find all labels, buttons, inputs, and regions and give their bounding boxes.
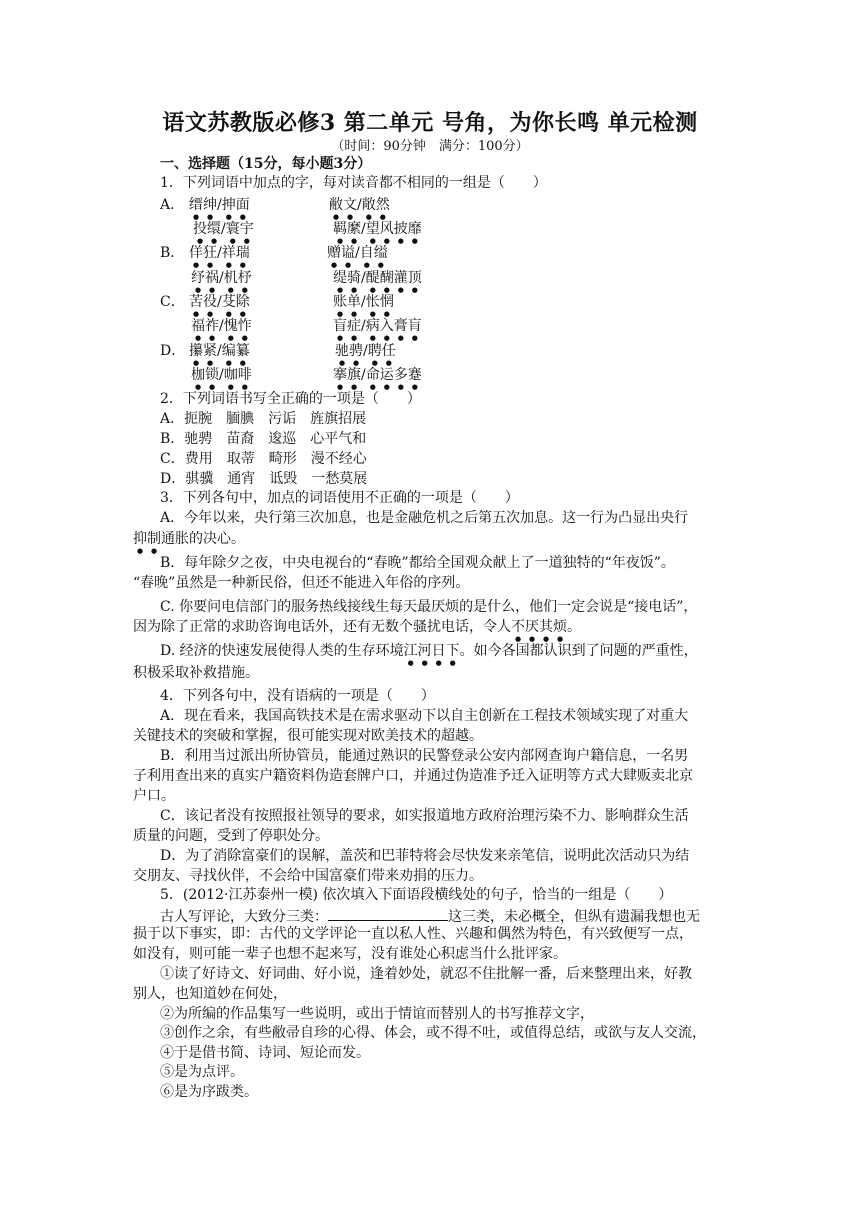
q2-option-c: C．费用 取蒂 畸形 漫不经心: [160, 451, 367, 467]
q4-option-b-line3: 户口。: [133, 788, 175, 804]
q1-option-b-pair4: 缇骑/醍醐灌顶: [333, 270, 422, 286]
q5-sentence-1-line2: 别人，也知道妙在何处，: [133, 986, 287, 1002]
q1-option-b-pair2: 赠谥/自缢: [327, 245, 388, 261]
exam-info: （时间：90分钟 满分：100分）: [331, 139, 529, 154]
q4-option-a-line1: A．现在看来，我国高铁技术是在需求驱动下以自主创新在工程技术领域实现了对重大: [160, 708, 689, 724]
q1-option-d-pair1: 攥紧/编纂: [189, 343, 250, 359]
q5-passage-line1: 古人写评论，大致分三类： 这三类，未必概全，但纵有遗漏我想也无: [160, 909, 700, 925]
q5-sentence-6: ⑥是为序跋类。: [160, 1084, 258, 1100]
q3-option-a-line1: A．今年以来，央行第三次加息，也是金融危机之后第五次加息。这一行为凸显出央行: [160, 510, 689, 526]
q1-option-b-label: B．: [160, 245, 185, 261]
q4-option-b-line2: 子利用查出来的真实户籍资料伪造套牌户口，并通过伪造准予迁入证明等方式大肆贩卖北京: [133, 768, 693, 784]
q4-option-d-line2: 交朋友、寻找伙伴，不会给中国富豪们带来劝捐的压力。: [133, 868, 483, 884]
q1-option-b-pair1: 佯狂/祥瑞: [189, 245, 250, 261]
q2-option-a: A．扼腕 腼腆 污诟 旌旗招展: [160, 411, 367, 427]
q1-option-a-pair2: 敝文/敞然: [329, 197, 390, 213]
q1-option-a-pair1: 缙绅/抻面: [189, 197, 250, 213]
section-heading: 一、选择题（15分，每小题3分）: [160, 156, 372, 172]
q1-option-c-label: C．: [160, 294, 185, 310]
question-1-stem: 1．下列词语中加点的字，每对读音都不相同的一组是（ ）: [160, 175, 547, 191]
q4-option-c-line1: C．该记者没有按照报社领导的要求，如实报道地方政府治理污染不力、影响群众生活: [160, 808, 689, 824]
q1-option-d-pair4: 搴旗/命运多蹇: [333, 367, 422, 383]
q1-option-c-pair2: 账单/怅惘: [333, 294, 394, 310]
q1-option-c-pair4: 盲症/病入膏肓: [333, 318, 422, 334]
q1-option-a-label: A．: [160, 197, 185, 213]
q4-option-c-line2: 质量的问题，受到了停职处分。: [133, 828, 329, 844]
q3-option-d-line1: D. 经济的快速发展使得人类的生存环境江河日下。如今各国都认识到了问题的严重性，: [160, 643, 698, 659]
q4-option-a-line2: 关键技术的突破和掌握，很可能实现对欧美技术的超越。: [133, 728, 483, 744]
q5-sentence-1-line1: ①读了好诗文、好词曲、好小说，逢着妙处，就忍不住批解一番，后来整理出来，好教: [160, 966, 692, 982]
question-5-stem: 5．(2012·江苏泰州一模) 依次填入下面语段横线处的句子，恰当的一组是（ ）: [160, 887, 673, 903]
fill-in-blank: [328, 907, 448, 921]
q3-option-d-line2: 积极采取补救措施。: [133, 665, 259, 681]
q4-option-b-line1: B．利用当过派出所协管员，能通过熟识的民警登录公安内部网查询户籍信息，一名男: [160, 748, 689, 764]
q3-option-c-line2: 因为除了正常的求助咨询电话外，还有无数个骚扰电话，令人不厌其烦。: [133, 619, 581, 635]
q1-option-c-pair3: 福祚/愧怍: [191, 318, 252, 334]
q1-option-d-pair3: 枷锁/咖啡: [191, 367, 252, 383]
question-2-stem: 2．下列词语书写全正确的一项是（ ）: [160, 391, 421, 407]
q3-option-b-line2: “春晚”虽然是一种新民俗，但还不能进入年俗的序列。: [133, 575, 470, 591]
q1-option-d-pair2: 驰骋/聘任: [335, 343, 396, 359]
q3-option-c-line1: C. 你要问电信部门的服务热线接线生每天最厌烦的是什么，他们一定会说是“接电话”，: [160, 599, 698, 615]
q2-option-b: B．驰骋 苗裔 逡巡 心平气和: [160, 431, 367, 447]
question-3-stem: 3．下列各句中，加点的词语使用不正确的一项是（ ）: [160, 490, 519, 506]
q1-option-a-pair4: 羁縻/望风披靡: [333, 221, 422, 237]
q1-option-d-label: D．: [160, 343, 186, 359]
q2-option-d: D．骐骥 通宵 诋毁 一愁莫展: [160, 471, 368, 487]
q4-option-d-line1: D．为了消除富豪们的误解，盖茨和巴菲特将会尽快发来亲笔信，说明此次活动只为结: [160, 848, 690, 864]
q5-passage-line3: 如没有，则可能一辈子也想不起来写，没有谁处心积虑当什么批评家。: [133, 946, 567, 962]
q5-sentence-2: ②为所编的作品集写一些说明，或出于情谊而替别人的书写推荐文字，: [160, 1006, 594, 1022]
q1-option-a-pair3: 投缳/寰宇: [193, 221, 254, 237]
q5-sentence-3: ③创作之余，有些敝帚自珍的心得、体会，或不得不吐，或值得总结，或欲与友人交流，: [160, 1025, 706, 1041]
page-title: 语文苏教版必修3 第二单元 号角，为你长鸣 单元检测: [162, 110, 698, 136]
q5-sentence-5: ⑤是为点评。: [160, 1064, 244, 1080]
q5-passage-line2: 损于以下事实，即：古代的文学评论一直以私人性、兴趣和偶然为特色，有兴致便写一点，: [133, 926, 693, 942]
q3-option-a-line2: 抑制通胀的决心。: [133, 531, 245, 547]
question-4-stem: 4．下列各句中，没有语病的一项是（ ）: [160, 688, 435, 704]
q5-sentence-4: ④于是借书简、诗词、短论而发。: [160, 1045, 370, 1061]
q1-option-c-pair1: 苦役/芟除: [189, 294, 250, 310]
q3-option-b-line1: B．每年除夕之夜，中央电视台的“春晚”都给全国观众献上了一道独特的“年夜饭”。: [160, 555, 675, 571]
q1-option-b-pair3: 纾祸/机杼: [191, 270, 252, 286]
